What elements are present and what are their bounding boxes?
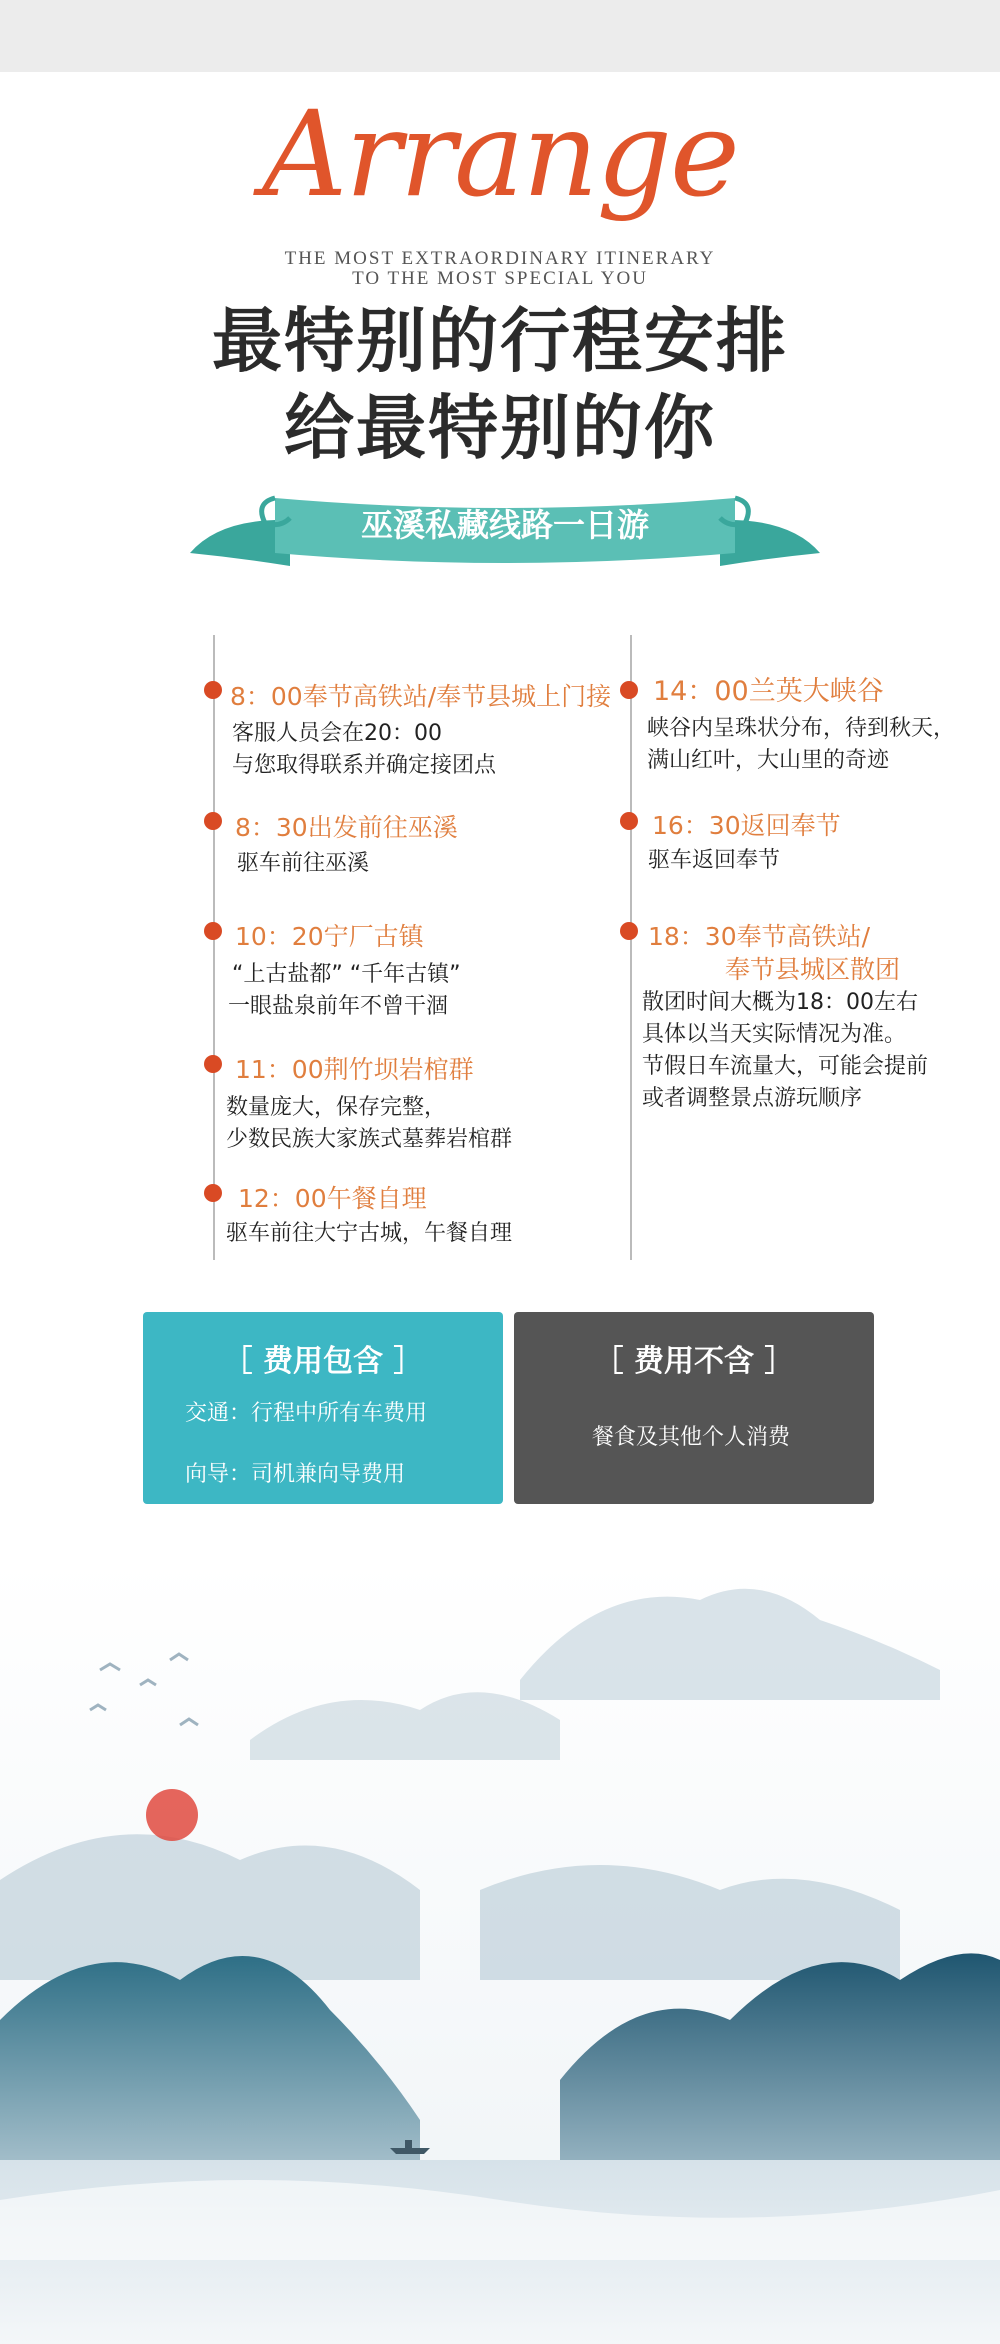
timeline-desc: 满山红叶，大山里的奇迹 <box>647 748 890 773</box>
landscape-illustration <box>0 1560 1000 2344</box>
subtitle-line-1: THE MOST EXTRAORDINARY ITINERARY <box>284 248 716 269</box>
timeline-dot <box>204 1184 222 1202</box>
timeline-time: 16：30返回奉节 <box>652 811 841 840</box>
timeline-desc: 驱车前往巫溪 <box>237 851 370 876</box>
timeline-dot <box>204 812 222 830</box>
timeline-time: 12：00午餐自理 <box>238 1184 427 1213</box>
cost-include-box <box>143 1312 503 1504</box>
timeline-left-line <box>213 635 215 1260</box>
timeline-desc: 驱车返回奉节 <box>648 848 781 873</box>
timeline-desc: 或者调整景点游玩顺序 <box>642 1086 863 1111</box>
cost-exclude-box <box>514 1312 874 1504</box>
timeline-dot <box>620 812 638 830</box>
timeline-desc: 驱车前往大宁古城，午餐自理 <box>226 1221 513 1246</box>
timeline-desc: 散团时间大概为18：00左右 <box>642 990 918 1015</box>
timeline-time: 8：00奉节高铁站/奉节县城上门接 <box>230 682 612 711</box>
headline-line-2: 给最特别的你 <box>284 387 716 469</box>
ribbon-text: 巫溪私藏线路一日游 <box>360 506 649 544</box>
timeline-time: 8：30出发前往巫溪 <box>235 813 458 842</box>
timeline-desc: 峡谷内呈珠状分布，待到秋天， <box>647 716 956 741</box>
top-bar <box>0 0 1000 72</box>
headline-line-1: 最特别的行程安排 <box>212 300 788 382</box>
timeline-dot <box>204 922 222 940</box>
cost-exclude-title: ［ 费用不含 ］ <box>593 1344 795 1379</box>
timeline-time: 10：20宁厂古镇 <box>235 922 424 951</box>
timeline-desc: 节假日车流量大，可能会提前 <box>642 1054 929 1079</box>
timeline-time: 14：00兰英大峡谷 <box>653 676 884 707</box>
script-title-arrange: Arrange <box>262 85 738 223</box>
timeline-desc: 客服人员会在20：00 <box>232 721 442 746</box>
cost-include-item: 向导：司机兼向导费用 <box>185 1462 406 1487</box>
timeline-right-line <box>630 635 632 1260</box>
timeline-dot <box>620 922 638 940</box>
timeline-time-line2: 奉节县城区散团 <box>725 955 901 984</box>
timeline-time: 18：30奉节高铁站/ <box>648 922 871 951</box>
timeline-desc: 数量庞大，保存完整， <box>226 1095 447 1120</box>
subtitle-line-2: TO THE MOST SPECIAL YOU <box>352 268 648 289</box>
timeline-desc: “上古盐都” “千年古镇” <box>232 962 461 987</box>
cost-include-title: ［ 费用包含 ］ <box>222 1344 424 1379</box>
timeline-dot <box>204 1055 222 1073</box>
cost-exclude-item: 餐食及其他个人消费 <box>592 1425 791 1450</box>
timeline-dot <box>204 681 222 699</box>
timeline-time: 11：00荆竹坝岩棺群 <box>235 1055 474 1084</box>
timeline-desc: 具体以当天实际情况为准。 <box>642 1022 907 1047</box>
timeline-desc: 与您取得联系并确定接团点 <box>232 753 497 778</box>
timeline-dot <box>620 681 638 699</box>
timeline-desc: 少数民族大家族式墓葬岩棺群 <box>226 1127 513 1152</box>
timeline-desc: 一眼盐泉前年不曾干涸 <box>228 994 449 1019</box>
cost-include-item: 交通：行程中所有车费用 <box>185 1401 428 1426</box>
